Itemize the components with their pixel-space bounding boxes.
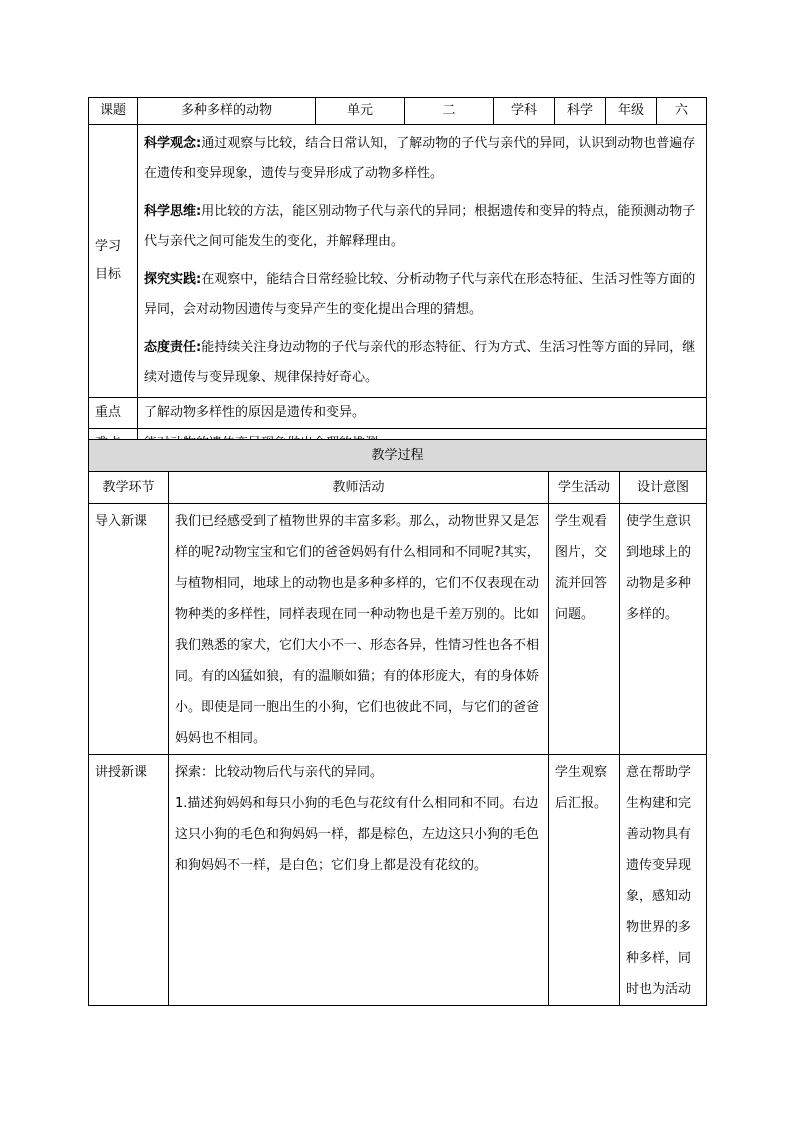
key-point-label: 重点: [89, 398, 138, 429]
student-activity: 学生观看图片，交流并回答问题。: [549, 504, 620, 755]
step-1: 1.描述狗妈妈和每只小狗的毛色与花纹有什么相同和不同。右边这只小狗的毛色和狗妈妈一样，都是棕色，左边这只小狗的毛色和狗妈妈不一样，是白色；它们身上都是没有花纹的。: [175, 796, 540, 873]
unit-label: 单元: [316, 98, 405, 125]
explore-line: 探索：比较动物后代与亲代的异同。: [175, 765, 384, 780]
grade-label: 年级: [606, 98, 657, 125]
col-teacher-header: 教师活动: [169, 472, 549, 504]
goal-item: 科学观念:通过观察与比较，结合日常认知，了解动物的子代与亲代的异同，认识到动物也普遍存在遗传和变异现象，遗传与变异形成了动物多样性。: [144, 136, 696, 181]
goals-content: [138, 125, 707, 398]
goals-label-text: 学习目标: [95, 239, 122, 282]
teaching-process-table: [88, 439, 707, 1006]
goal-item: 探究实践:在观察中，能结合日常经验比较、分析动物子代与亲代在形态特征、生活习性等方面的异同，会对动物因遗传与变异产生的变化提出合理的猜想。: [144, 272, 696, 317]
process-title: 教学过程: [89, 440, 707, 472]
design-intent: 意在帮助学生构建和完善动物具有遗传变异现象，感知动物世界的多种多样，同时也为活动: [620, 755, 707, 1006]
topic-label: 课题: [89, 98, 138, 125]
goal-item: 态度责任:能持续关注身边动物的子代与亲代的形态特征、行为方式、生活习性等方面的异同，继续对遗传与变异现象、规律保持好奇心。: [144, 340, 696, 385]
goal-item: 科学思维:用比较的方法，能区别动物子代与亲代的异同；根据遗传和变异的特点，能预测动物子代与亲代之间可能发生的变化，并解释理由。: [144, 204, 696, 249]
col-student-header: 学生活动: [549, 472, 620, 504]
topic-value: 多种多样的动物: [138, 98, 316, 125]
table-row: [89, 755, 707, 1006]
col-intent-header: 设计意图: [620, 472, 707, 504]
subject-value: 科学: [555, 98, 606, 125]
student-activity: 学生观察后汇报。: [549, 755, 620, 1006]
grade-value: 六: [657, 98, 707, 125]
stage-cell: 导入新课: [89, 504, 169, 755]
goals-label: [89, 125, 138, 398]
teacher-activity: [169, 755, 549, 1006]
stage-cell: 讲授新课: [89, 755, 169, 1006]
subject-label: 学科: [494, 98, 555, 125]
design-intent: 使学生意识到地球上的动物是多种多样的。: [620, 504, 707, 755]
unit-value: 二: [405, 98, 494, 125]
key-point-text: 了解动物多样性的原因是遗传和变异。: [138, 398, 707, 429]
table-row: [89, 504, 707, 755]
lesson-info-table: [88, 97, 707, 460]
teacher-activity: 我们已经感受到了植物世界的丰富多彩。那么，动物世界又是怎样的呢?动物宝宝和它们的爸爸妈妈有什么相同和不同呢?其实，与植物相同，地球上的动物也是多种多样的，它们不仅表现在动物种类的多样性，同样表现在同一种动物也是千差万别的。比如我们熟悉的家犬，它们大小不一、形态各异，性情习性也各不相同。有的凶猛如狼，有的温顺如猫；有的体形庞大，有的身体娇小。即使是同一胞出生的小狗，它们也彼此不同，与它们的爸爸妈妈也不相同。: [169, 504, 549, 755]
col-stage-header: 教学环节: [89, 472, 169, 504]
